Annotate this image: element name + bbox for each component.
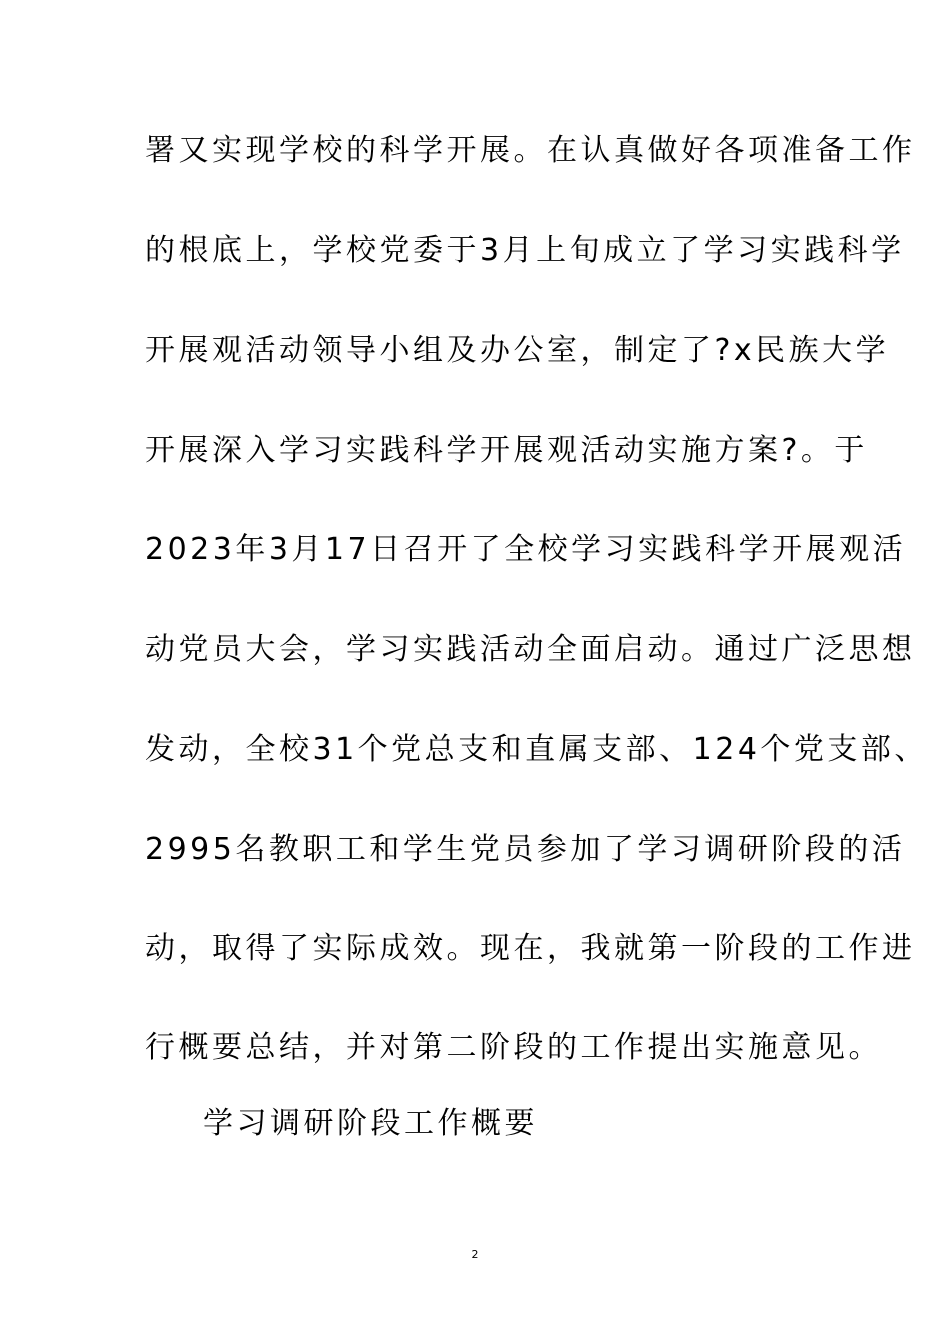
body-text-line: 2995名教职工和学生党员参加了学习调研阶段的活 [145, 832, 906, 867]
body-text-line: 发动，全校31个党总支和直属支部、124个党支部、 [145, 732, 928, 767]
body-text-line: 行概要总结，并对第二阶段的工作提出实施意见。 [145, 1030, 882, 1065]
body-text-line: 动党员大会，学习实践活动全面启动。通过广泛思想 [145, 632, 916, 667]
body-text-line: 2023年3月17日召开了全校学习实践科学开展观活 [145, 532, 907, 567]
body-text-line: 署又实现学校的科学开展。在认真做好各项准备工作 [145, 133, 916, 168]
body-text-line: 开展观活动领导小组及办公室，制定了?x民族大学 [145, 333, 890, 368]
page-number: 2 [471, 1248, 479, 1261]
body-text-line: 动，取得了实际成效。现在，我就第一阶段的工作进 [145, 931, 916, 966]
section-heading: 学习调研阶段工作概要 [203, 1106, 538, 1141]
body-text-line: 开展深入学习实践科学开展观活动实施方案?。于 [145, 433, 868, 468]
body-text-line: 的根底上，学校党委于3月上旬成立了学习实践科学 [145, 233, 905, 268]
